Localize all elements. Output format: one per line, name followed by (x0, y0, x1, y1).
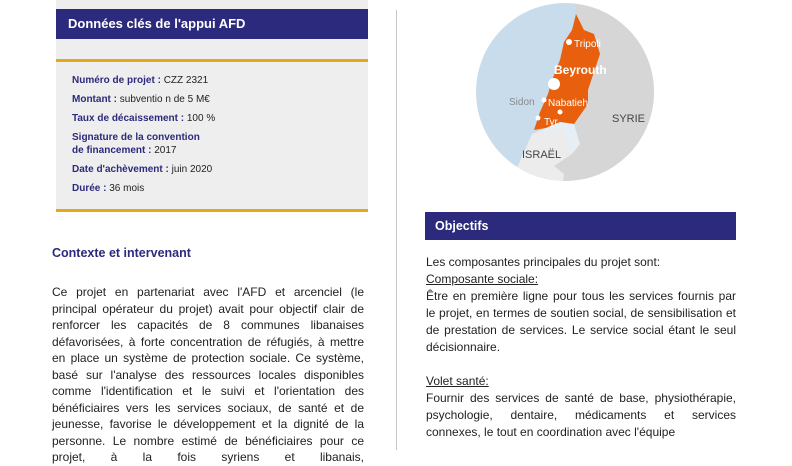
gold-divider-bottom (56, 209, 368, 212)
key-data-title: Données clés de l'appui AFD (56, 9, 368, 39)
lebanon-map-svg (476, 0, 654, 190)
label-tyr: Tyr (544, 117, 558, 128)
label-israel: ISRAËL (522, 149, 562, 161)
context-title: Contexte et intervenant (52, 246, 191, 260)
label-beyrouth: Beyrouth (554, 63, 607, 77)
gold-divider-top (56, 59, 368, 62)
label-nabatieh: Nabatieh (548, 98, 589, 109)
city-dot-nabatieh (558, 110, 563, 115)
city-dot-sidon (542, 98, 547, 103)
component-social-text: Être en première ligne pour tous les services fournis par le projet, en termes de soutien social, de sensibilisation et de prestation de services. Le service social étant le seul décisionnaire. (426, 289, 736, 354)
city-dot-tyr (536, 116, 541, 121)
label-tripoli: Tripoli (574, 39, 601, 50)
label-sidon: Sidon (509, 97, 535, 108)
city-dot-beyrouth (548, 78, 560, 90)
kv-duration: Durée : 36 mois (72, 183, 145, 194)
kv-completion-date: Date d'achèvement : juin 2020 (72, 164, 213, 175)
label-syrie: SYRIE (612, 113, 646, 125)
objectives-intro: Les composantes principales du projet sont: (426, 255, 661, 269)
component-social-title: Composante sociale: (426, 272, 539, 286)
kv-disbursement-rate: Taux de décaissement : 100 % (72, 113, 216, 124)
lebanon-map (476, 0, 654, 190)
kv-project-number: Numéro de projet : CZZ 2321 (72, 75, 209, 86)
kv-amount: Montant : subventio n de 5 M€ (72, 94, 210, 105)
key-data-list (72, 74, 362, 201)
component-health-title: Volet santé: (426, 374, 489, 388)
objectives-title: Objectifs (425, 212, 736, 240)
component-health-text: Fournir des services de santé de base, physiothérapie, psychologie, dentaire, médicaments et services connexes, le tout en coordination avec l'équipe (426, 391, 736, 439)
objectives-body (426, 254, 736, 441)
city-dot-tripoli (566, 39, 572, 45)
column-divider (396, 10, 397, 450)
context-paragraph: Ce projet en partenariat avec l'AFD et arcenciel (le principal opérateur du projet) avait pour objectif clair de renforcer les capacités de 8 communes libanaises défavorisées, à forte concentration de réfugiés, à mettre en place un système de protection sociale. Ce système, basé sur l'analyse des ressources locales disponibles comme l'identification et le suivi et l'orientation des bénéficiaires vers les services sociaux, de santé et de jeunesse, favorise le développement et la dignité de la personne. Le nombre estimé de bénéficiaires pour ce projet, à la fois syriens et libanais, (52, 285, 364, 464)
kv-signature: Signature de la convention de financement : 2017 (72, 132, 200, 156)
